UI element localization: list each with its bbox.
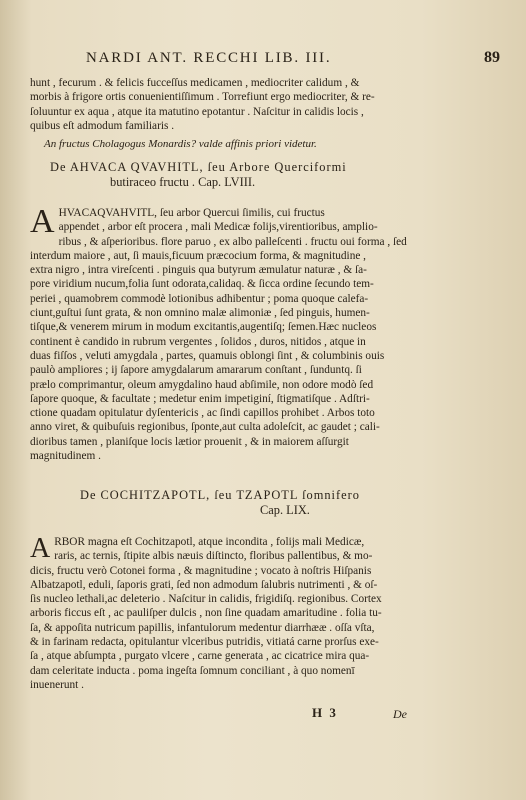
text-line: prælo comprimantur, oleum amygdalino haud abſimile, non odore modò ſed <box>30 378 374 391</box>
text-line: ciunt,guſtui ſunt grata, & non omnino malæ alimoniæ , ſed pinguis, humen- <box>30 307 370 320</box>
text-line: tiſque,& venerem mirum in modum excitantis,augentiſq; ſemen.Hæc nucleos <box>30 321 377 334</box>
chapter-59-title-line1: De COCHITZAPOTL, ſeu TZAPOTL ſomnifero <box>80 488 360 502</box>
text-line: continent è candido in rubrum vergentes , ſolidos , duros, nitidos , atque in <box>30 335 366 348</box>
chapter-58-title <box>50 160 480 190</box>
text-line: duas fiſſos , veluti amygdala , partes, quamuis oblongi ſint , & columbinis ouis <box>30 349 385 362</box>
text-line: arboris ficcus eſt , ac pauliſper dulcis , non ſine quadam amaritudine . folia tu- <box>30 607 382 620</box>
chapter-58-body <box>30 203 485 463</box>
text-line: pore viridium nucum,folia ſunt odorata,calidaq. & ſicca ordine ſecundo tem- <box>30 278 374 291</box>
page-header <box>86 50 506 70</box>
text-line: ſapore quoque, & facultate ; medetur enim impetiginí, ſtigmatiſque . Adſtri- <box>30 392 370 405</box>
text-line: & in farinam redacta, opitulantur vlceribus putridis, vitiatá carne prorſus exe- <box>30 636 379 649</box>
text-line: inuenerunt . <box>30 678 84 691</box>
text-line: raris, ac ternis, ſtipite albis næuis diſtincto, floribus pallentibus, & mo- <box>54 550 373 563</box>
chapter-59-title <box>80 488 510 518</box>
text-line: dam celeritate inducta . poma ingeſta ſomnum conciliant , à quo nomenī <box>30 664 355 677</box>
text-line: paulò ampliores ; ij ſapore amygdalarum amararum conſtant , ſunduntq. ſi <box>30 364 362 377</box>
marginal-note: An fructus Cholagogus Monardis? valde affinis priori videtur. <box>44 138 317 150</box>
text-line: magnitudinem . <box>30 450 101 463</box>
text-line: quibus eſt admodum familiaris . <box>30 119 175 132</box>
text-line: anno viret, & quibuſuis regionibus, ſponte,aut culta adoleſcit, ac gaudet ; cali- <box>30 421 380 434</box>
text-line: dicis, fructu verò Cotonei forma , & magnitudine ; vocato à noſtris Hiſpanis <box>30 564 372 577</box>
text-line: ctione quadam opitulatur dyſentericis , ac ſindi capillos prohibet . Arbos toto <box>30 407 375 420</box>
text-line: Albatzapotl, eduli, ſaporis grati, ſed non admodum ſalubris nutrimenti , & oſ- <box>30 578 378 591</box>
drop-cap: A <box>30 533 51 564</box>
text-line: ſa, & appoſita nutricum papillis, infantulorum medentur diarrhææ . oſſa vſta, <box>30 621 375 634</box>
signature-mark: H 3 <box>312 705 338 720</box>
page-number: 89 <box>484 49 500 66</box>
text-line: HVACAQVAHVITL, ſeu arbor Quercui ſimilis, cui fructus <box>58 207 325 219</box>
text-line: RBOR magna eſt Cochitzapotl, atque incondita , folijs mali Medicæ, <box>54 536 365 548</box>
catchword: De <box>393 707 407 721</box>
drop-cap: A <box>30 203 55 240</box>
text-line: appendet , arbor eſt procera , mali Medicæ folijs,virentioribus, amplio- <box>58 221 378 234</box>
chapter-59-body <box>30 535 485 692</box>
text-line: extra nigro , intra vireſcenti . pinguis qua butyrum æmulatur naturæ , & ſa- <box>30 264 367 277</box>
text-line: ſis nucleo lethali,ac deleterio . Naſcitur in calidis, frigidiſq. regionibus. Cortex <box>30 593 382 606</box>
running-head: NARDI ANT. RECCHI LIB. III. <box>86 50 332 66</box>
text-line: periei , quamobrem commodè lotionibus adhibentur ; poma quoque calefa- <box>30 292 369 305</box>
chapter-58-title-line2: butiraceo fructu . Cap. LVIII. <box>110 175 256 189</box>
text-line: hunt , fecurum . & felicis fucceſſus medicamen , mediocriter calidum , & <box>30 77 360 89</box>
intro-paragraph <box>30 76 485 133</box>
text-line: ſoluuntur ex aqua , atque ita matutino epotantur . Naſcitur in calidis locis , <box>30 105 364 118</box>
chapter-58-title-line1: De AHVACA QVAVHITL, ſeu Arbore Querciformi <box>50 160 347 174</box>
text-line: ribus , & aſperioribus. flore paruo , ex albo palleſcenti . fructu oui forma , ſed <box>58 235 407 248</box>
chapter-59-title-line2: Cap. LIX. <box>260 503 310 517</box>
text-line: morbis à frigore ortis conuenientiſſimum . Torrefiunt ergo mediocriter, & re- <box>30 91 375 104</box>
text-line: dioribus tamen , planiſque locis lætior prouenit , & in maiorem aſſurgit <box>30 435 349 448</box>
text-line: interdum maiore , aut, ſi mauis,ficuum præcocium forma, & magnitudine , <box>30 249 367 262</box>
page-footer <box>0 705 526 725</box>
text-line: ſa , atque abſumpta , purgato vlcere , carne generata , ac cicatrice mira qua- <box>30 650 370 663</box>
